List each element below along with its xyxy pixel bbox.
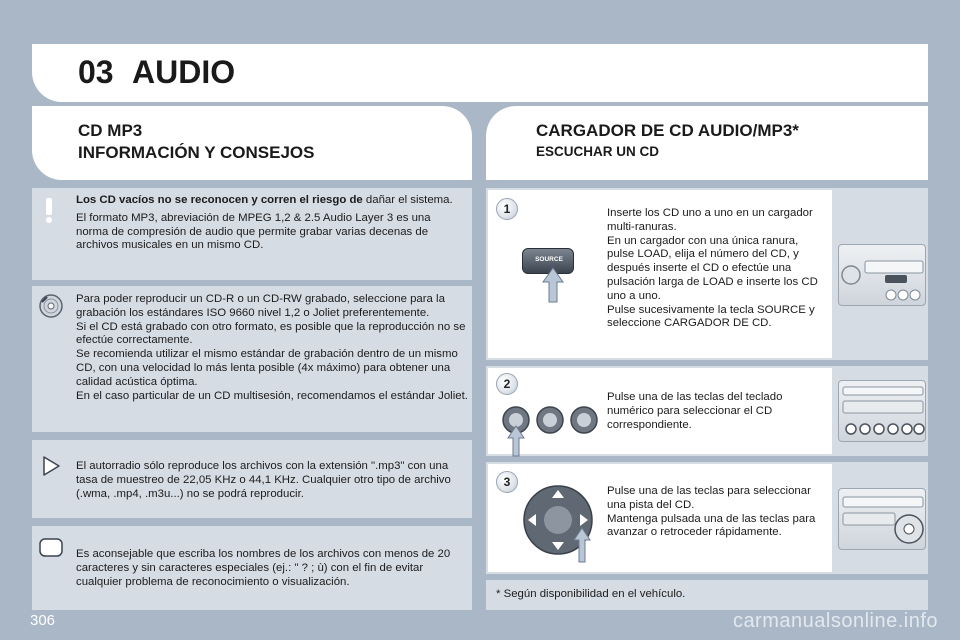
note-icon	[36, 533, 66, 563]
right-section-subtitle: ESCUCHAR UN CD	[536, 144, 660, 159]
arrow-up-icon	[540, 266, 566, 309]
radio-unit-image-1	[838, 244, 926, 306]
warning-text	[76, 194, 464, 257]
right-section-title: CARGADOR DE CD AUDIO/MP3*	[536, 121, 799, 140]
radio-unit-image-3	[838, 488, 926, 550]
left-section-title-1: CD MP3	[78, 121, 143, 140]
warning-lead-rest: dañar el sistema.	[362, 194, 453, 206]
warning-lead: Los CD vacíos no se reconocen y corren el riesgo de	[76, 194, 363, 206]
cd-disc-icon	[36, 291, 66, 321]
step-3-text: Pulse una de las teclas para seleccionar una pista del CD. Mantenga pulsada una de las teclas para avanzar o retroceder rápidamente.	[607, 485, 816, 539]
filename-advice-text: Es aconsejable que escriba los nombres de los archivos con menos de 20 caracteres y sin caracteres especiales (ej.: " ? ; ù) con el fin de evitar cualquier problema de reconocimiento o visualización.	[76, 548, 451, 588]
step-2-badge: 2	[496, 373, 518, 395]
step-2-text: Pulse una de las teclas del teclado numérico para seleccionar el CD correspondiente.	[607, 391, 783, 431]
source-button-label: SOURCE	[535, 256, 563, 263]
mp3-extension-text: El autorradio sólo reproduce los archivos con la extensión ".mp3" con una tasa de muestreo de 22,05 KHz o 44,1 KHz. Cualquier otro tipo de archivo (.wma, .mp4, .m3u...) no se podrá reproducir.	[76, 460, 451, 500]
watermark: carmanualsonline.info	[732, 610, 938, 632]
warning-icon	[34, 195, 64, 225]
radio-unit-image-2	[838, 380, 926, 442]
step-1-badge: 1	[496, 198, 518, 220]
mp3-format-paragraph: El formato MP3, abreviación de MPEG 1,2 & 2.5 Audio Layer 3 es una norma de compresión de audio que permite grabar varias decenas de archivos musicales en un mismo CD.	[76, 211, 431, 252]
step-3-badge: 3	[496, 471, 518, 493]
page-number: 306	[30, 612, 56, 629]
navigation-pad-icon	[520, 484, 602, 569]
step-1-text: Inserte los CD uno a uno en un cargador multi-ranuras. En un cargador con una única ranura, pulse LOAD, elija el número del CD, y después inserte el CD o efectúe una pulsación larga de LOAD e inserte los CD uno a uno. Pulse sucesivamente la tecla SOURCE y seleccione CARGADOR DE CD.	[607, 207, 818, 330]
numeric-keypad-icon	[500, 404, 600, 463]
chapter-number: 03	[78, 54, 114, 90]
cd-recording-text: Para poder reproducir un CD-R o un CD-RW grabado, seleccione para la grabación los estándares ISO 9660 nivel 1,2 o Joliet preferentemente. Si el CD está grabado con otro formato, es posible que la reproducción no se efectúe correctamente. Se recomienda utilizar el mismo estándar de grabación dentro de un mismo CD, con una velocidad lo más lenta posible (4x máximo) para obtener una calidad acústica óptima. En el caso particular de un CD multisesión, recomendamos el estándar Joliet.	[76, 293, 468, 402]
chapter-title: AUDIO	[132, 54, 236, 90]
play-icon	[36, 451, 66, 481]
footnote-text: * Según disponibilidad en el vehículo.	[496, 588, 686, 600]
left-section-title-2: INFORMACIÓN Y CONSEJOS	[78, 143, 315, 162]
right-section-header	[486, 106, 928, 180]
